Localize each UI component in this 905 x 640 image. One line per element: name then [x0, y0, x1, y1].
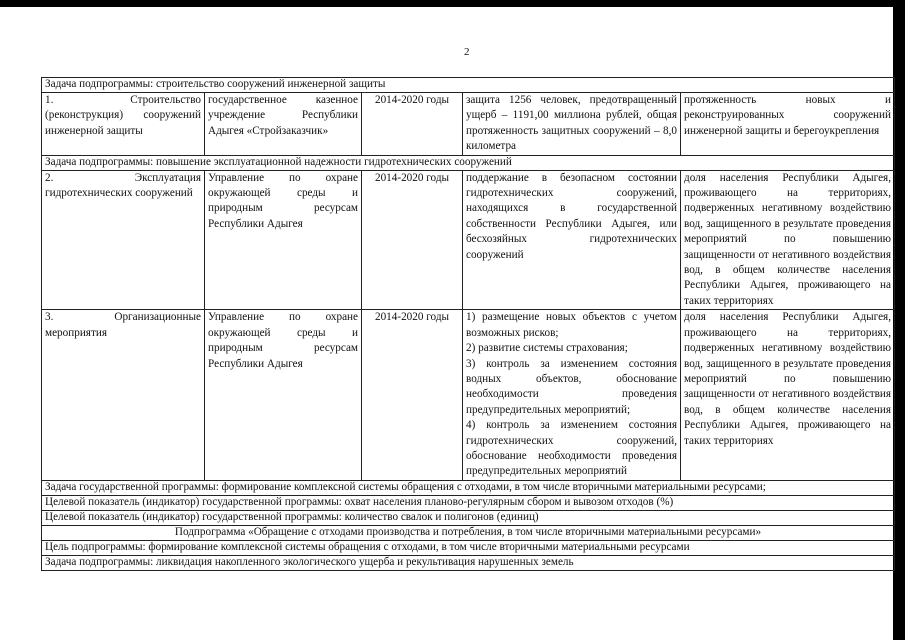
measure-years: 2014-2020 годы [362, 93, 463, 156]
table-row [42, 525, 895, 540]
table-row [42, 155, 895, 170]
program-table [41, 77, 895, 571]
table-row [42, 495, 895, 510]
measure-name: 3. Организационные мероприятия [42, 310, 205, 480]
measure-name: 2. Эксплуатация гидротехнических сооружений [42, 170, 205, 310]
task-state-program: Задача государственной программы: формирование комплексной системы обращения с отходами, в том числе вторичными материальными ресурсами; [42, 480, 895, 495]
measure-indicator: доля населения Республики Адыгея, проживающего на территориях, подверженных негативному воздействию вод, защищенного в результате проведения мероприятий по повышению защищенности от негативного воздействия вод, в общем количестве населения Республики Адыгея, проживающего на таких территориях [681, 170, 895, 310]
task-liquidation: Задача подпрограммы: ликвидация накопленного экологического ущерба и рекультивация нарушенных земель [42, 555, 895, 570]
measure-executor: Управление по охране окружающей среды и природным ресурсам Республики Адыгея [205, 310, 362, 480]
measure-indicator: доля населения Республики Адыгея, проживающего на территориях, подверженных негативному воздействию вод, защищенного в результате проведения мероприятий по повышению защищенности от негативного воздействия вод, в общем количестве населения Республики Адыгея, проживающего на таких территориях [681, 310, 895, 480]
table-row [42, 93, 895, 156]
table-row [42, 78, 895, 93]
table-row [42, 510, 895, 525]
measure-years: 2014-2020 годы [362, 310, 463, 480]
measure-indicator: протяженность новых и реконструированных сооружений инженерной защиты и берегоукрепления [681, 93, 895, 156]
indicator-dumps: Целевой показатель (индикатор) государственной программы: количество свалок и полигонов (единиц) [42, 510, 895, 525]
table-row [42, 480, 895, 495]
page-number: 2 [464, 46, 470, 58]
scan-top-edge [0, 0, 905, 7]
measure-result: 1) размещение новых объектов с учетом возможных рисков; 2) развитие системы страхования; 3) контроль за изменением состояния водных объектов, обоснование необходимости проведения предупредительных мероприятий; 4) контроль за изменением состояния гидротехнических сооружений, обоснование необходимости проведения предупредительных мероприятий [463, 310, 681, 480]
task-protective-structures: Задача подпрограммы: строительство сооружений инженерной защиты [42, 78, 895, 93]
indicator-coverage: Целевой показатель (индикатор) государственной программы: охват населения планово-регулярным сбором и вывозом отходов (%) [42, 495, 895, 510]
task-reliability: Задача подпрограммы: повышение эксплуатационной надежности гидротехнических сооружений [42, 155, 895, 170]
subprogram-goal: Цель подпрограммы: формирование комплексной системы обращения с отходами, в том числе вторичными материальными ресурсами [42, 540, 895, 555]
subprogram-title: Подпрограмма «Обращение с отходами производства и потребления, в том числе вторичными материальными ресурсами» [42, 525, 895, 540]
measure-executor: государственное казенное учреждение Республики Адыгея «Стройзаказчик» [205, 93, 362, 156]
measure-result: защита 1256 человек, предотвращенный ущерб – 1191,00 миллиона рублей, общая протяженность защитных сооружений – 8,0 километра [463, 93, 681, 156]
table-row [42, 310, 895, 480]
measure-executor: Управление по охране окружающей среды и природным ресурсам Республики Адыгея [205, 170, 362, 310]
measure-name: 1. Строительство (реконструкция) сооружений инженерной защиты [42, 93, 205, 156]
table-row [42, 555, 895, 570]
measure-years: 2014-2020 годы [362, 170, 463, 310]
table-row [42, 540, 895, 555]
measure-result: поддержание в безопасном состоянии гидротехнических сооружений, находящихся в государственной собственности Республики Адыгея, или бесхозяйных гидротехнических сооружений [463, 170, 681, 310]
table-row [42, 170, 895, 310]
